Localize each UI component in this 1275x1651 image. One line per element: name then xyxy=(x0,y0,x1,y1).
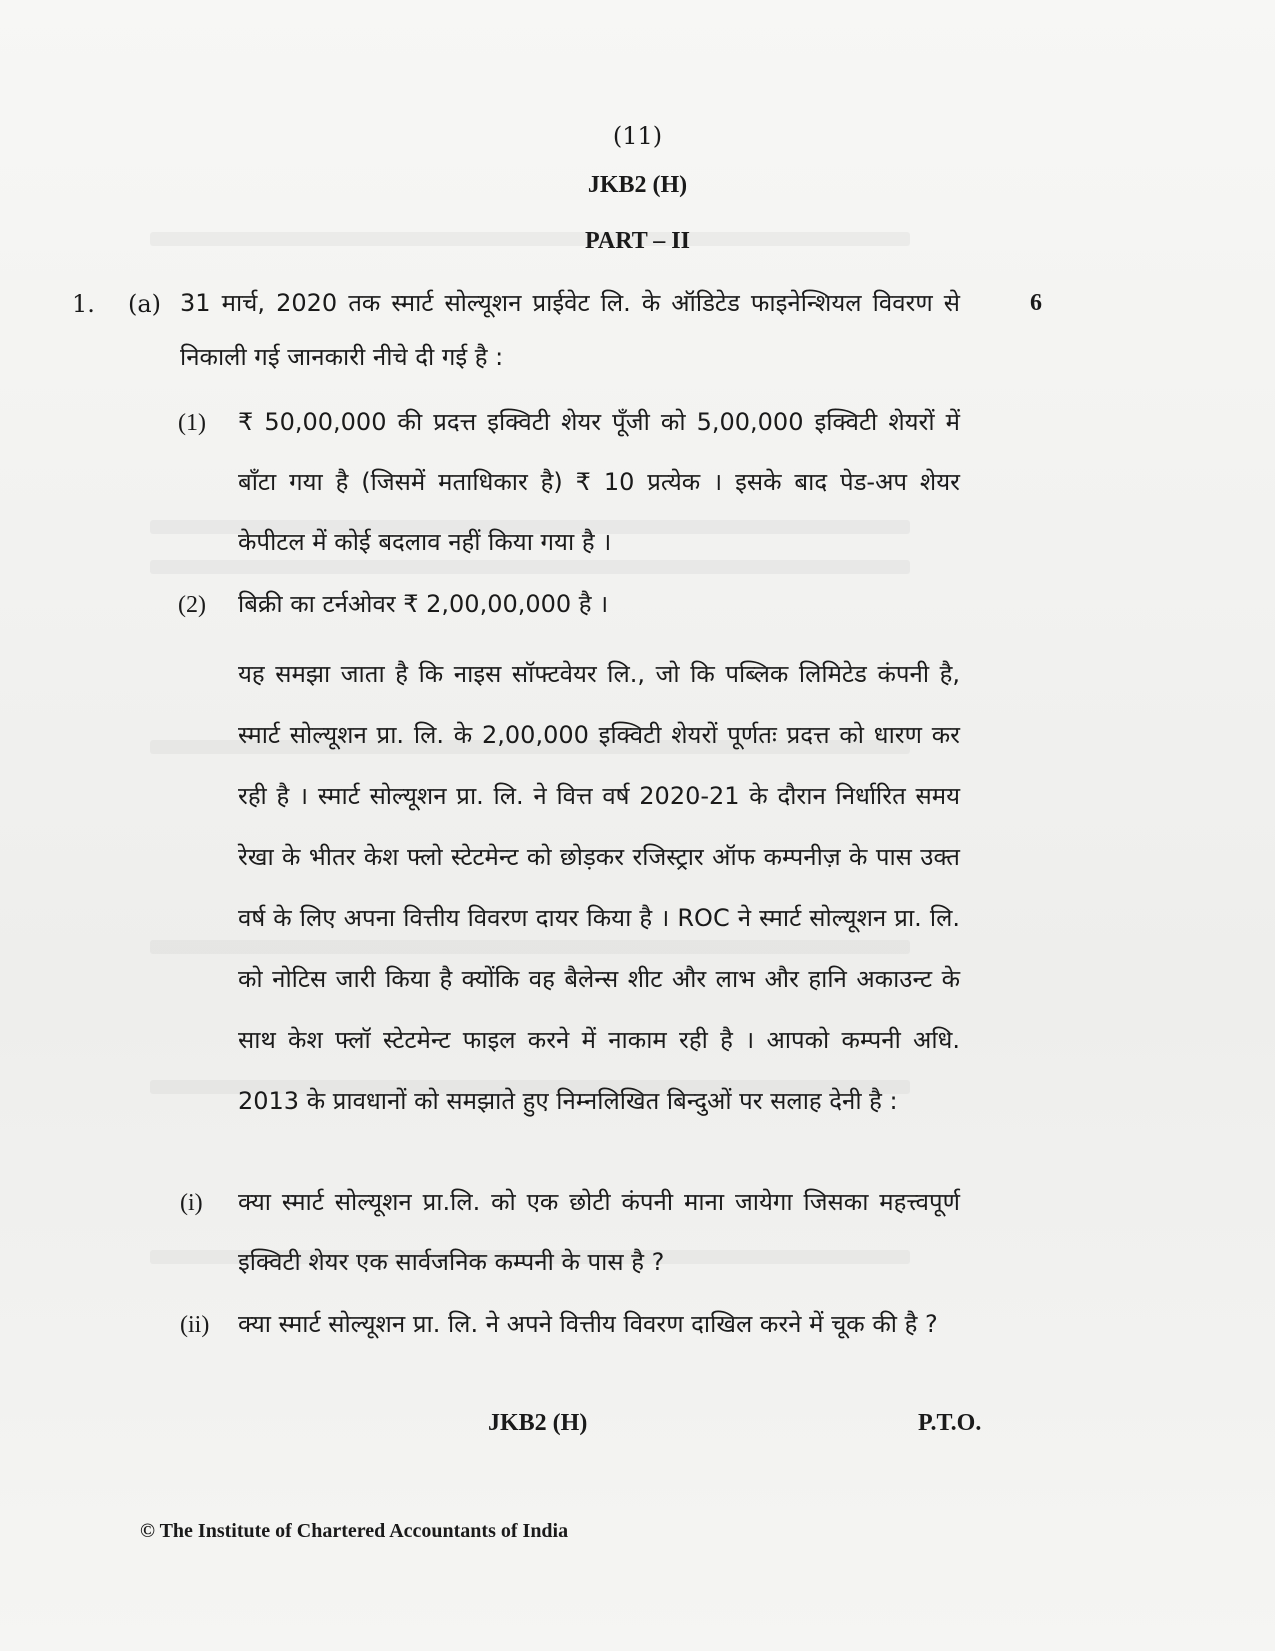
item-label: (2) xyxy=(178,592,206,618)
question-marks: 6 xyxy=(1030,290,1042,316)
question-number: 1. xyxy=(72,290,95,318)
copyright-notice: © The Institute of Chartered Accountants of India xyxy=(140,1520,569,1542)
question-intro: 31 मार्च, 2020 तक स्मार्ट सोल्यूशन प्राईवेट लि. के ऑडिटेड फाइनेन्शियल विवरण से निकाली गई जानकारी नीचे दी गई है : xyxy=(180,289,960,371)
sub-question-label: (ii) xyxy=(180,1312,210,1338)
question-body: यह समझा जाता है कि नाइस सॉफ्टवेयर लि., जो कि पब्लिक लिमिटेड कंपनी है, स्मार्ट सोल्यूशन प्रा. लि. के 2,00,000 इक्विटी शेयरों पूर्णतः प्रदत्त को धारण कर रही है । स्मार्ट सोल्यूशन प्रा. लि. ने वित्त वर्ष 2020-21 के दौरान निर्धारित समय रेखा के भीतर केश फ्लो स्टेटमेन्ट को छोड़कर रजिस्ट्रार ऑफ कम्पनीज़ के पास उक्त वर्ष के लिए अपना वित्तीय विवरण दायर किया है । ROC ने स्मार्ट सोल्यूशन प्रा. लि. को नोटिस जारी किया है क्योंकि वह बैलेन्स शीट और लाभ और हानि अकाउन्ट के साथ केश फ्लॉ स्टेटमेन्ट फाइल करने में नाकाम रही है । आपको कम्पनी अधि. 2013 के प्रावधानों को समझाते हुए निम्नलिखित बिन्दुओं पर सलाह देनी है : xyxy=(238,660,960,1115)
pto-label: P.T.O. xyxy=(918,1410,982,1436)
part-title: PART – II xyxy=(585,228,690,254)
item-label: (1) xyxy=(178,410,206,436)
sub-question-text: क्या स्मार्ट सोल्यूशन प्रा. लि. ने अपने वित्तीय विवरण दाखिल करने में चूक की है ? xyxy=(238,1310,938,1338)
sub-question-label: (i) xyxy=(180,1190,203,1216)
item-text: बिक्री का टर्नओवर ₹ 2,00,00,000 है । xyxy=(238,590,609,618)
question-sub-label: (a) xyxy=(128,290,162,318)
item-text: ₹ 50,00,000 की प्रदत्त इक्विटी शेयर पूँजी को 5,00,000 इक्विटी शेयरों में बाँटा गया है (जिसमें मताधिकार है) ₹ 10 प्रत्येक । इसके बाद पेड-अप शेयर केपीटल में कोई बदलाव नहीं किया गया है । xyxy=(238,408,960,556)
paper-code: JKB2 (H) xyxy=(587,172,688,198)
footer-paper-code: JKB2 (H) xyxy=(488,1410,588,1436)
sub-question-text: क्या स्मार्ट सोल्यूशन प्रा.लि. को एक छोटी कंपनी माना जायेगा जिसका महत्त्वपूर्ण इक्विटी शेयर एक सार्वजनिक कम्पनी के पास है ? xyxy=(238,1188,960,1276)
page-number: (11) xyxy=(612,122,663,150)
